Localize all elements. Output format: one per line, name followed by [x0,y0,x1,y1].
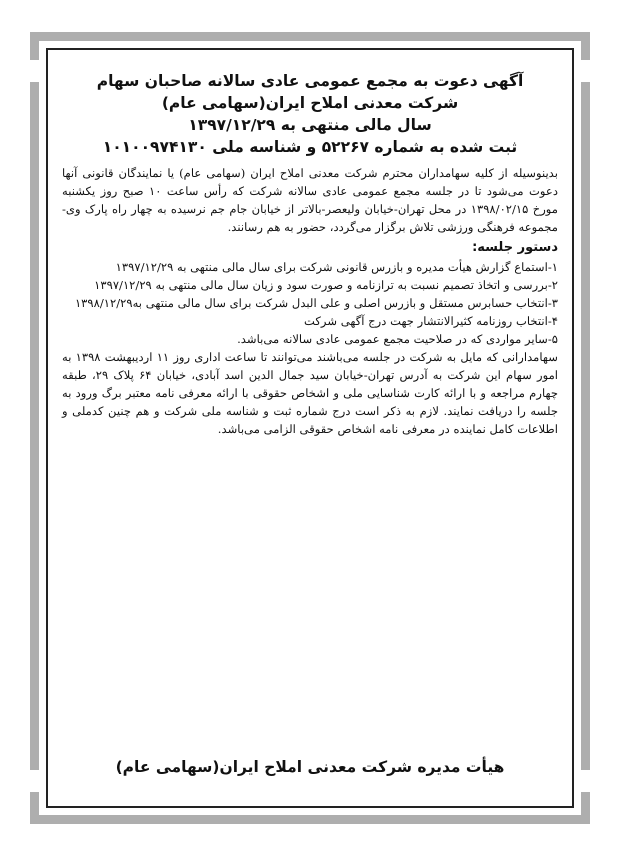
title-line: ثبت شده به شماره ۵۲۲۶۷ و شناسه ملی ۱۰۱۰۰۹۷۴۱۳۰ [102,138,518,156]
agenda-item: ۵-سایر مواردی که در صلاحیت مجمع عمومی عادی سالانه می‌باشد. [237,332,558,346]
notice-body [62,60,558,796]
title-line: سال مالی منتهی به ۱۳۹۷/۱۲/۲۹ [188,116,432,134]
title-line: آگهی دعوت به مجمع عمومی عادی سالانه صاحبان سهام [96,72,524,90]
frame-notch [28,60,46,82]
frame-notch [575,60,593,82]
title-line: شرکت معدنی املاح ایران(سهامی عام) [161,94,459,112]
agenda-item: ۱-استماع گزارش هیأت مدیره و بازرس قانونی شرکت برای سال مالی منتهی به ۱۳۹۷/۱۲/۲۹ [115,260,558,274]
agenda-heading: دستور جلسه: [472,240,558,255]
agenda-item: ۳-انتخاب حسابرس مستقل و بازرس اصلی و علی البدل شرکت برای سال مالی منتهی به۱۳۹۸/۱۲/۲۹ [74,296,558,310]
frame-notch [575,770,593,792]
agenda-item: ۴-انتخاب روزنامه کثیرالانتشار جهت درج آگهی شرکت [304,314,558,328]
intro-paragraph: بدینوسیله از کلیه سهامداران محترم شرکت معدنی املاح ایران (سهامی عام) یا نمایندگان قانونی آنها دعوت می‌شود تا در جلسه مجمع عمومی عادی سالانه شرکت که رأس ساعت ۱۰ صبح روز یکشنبه مورخ ۱۳۹۸/۰۲/۱۵ در محل تهران-خیابان ولیعصر-بالاتر از خیابان جام جم نرسیده به چهار راه پارک وی- مجموعه فرهنگی ورزشی تلاش برگزار می‌گردد، حضور به هم رسانند. [62,166,558,234]
closing-paragraph: سهامدارانی که مایل به شرکت در جلسه می‌باشند می‌توانند تا ساعت اداری روز ۱۱ اردیبهشت ۱۳۹۸ به امور سهام این شرکت به آدرس تهران-خیابان سید جمال الدین اسد آبادی، خیابان ۶۴ پلاک ۲۹، طبقه چهارم مراجعه و با ارائه کارت شناسایی ملی و اشخاص حقوقی با ارائه معرفی نامه معتبر برگ ورود به جلسه را دریافت نمایند. لازم به ذکر است درج شماره ثبت و شناسه ملی شرکت و هم چنین کدملی و اطلاعات کامل نماینده در معرفی نامه اشخاص حقوقی الزامی می‌باشد. [62,350,559,436]
signature: هیأت مدیره شرکت معدنی املاح ایران(سهامی عام) [115,758,505,776]
agenda-item: ۲-بررسی و اتخاذ تصمیم نسبت به ترازنامه و صورت سود و زیان سال مالی منتهی به ۱۳۹۷/۱۲/۲۹ [94,278,558,292]
notice-title [62,70,558,158]
frame-notch [28,770,46,792]
